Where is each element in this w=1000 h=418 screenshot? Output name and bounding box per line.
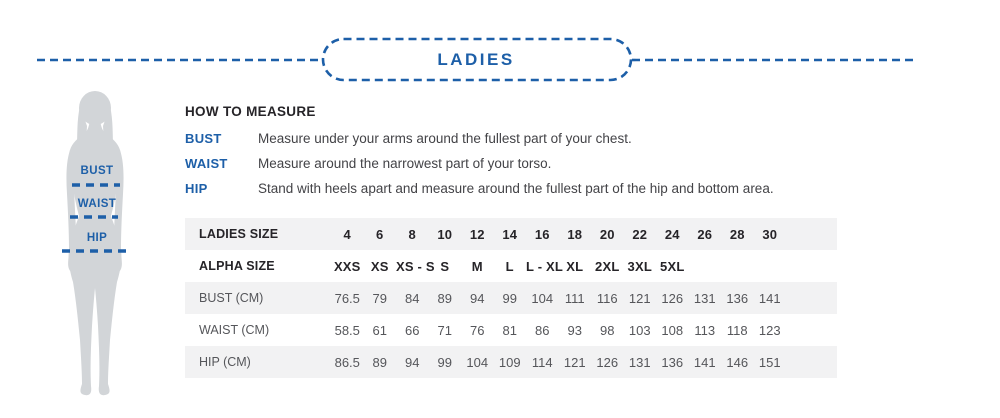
female-silhouette — [35, 88, 165, 398]
size-cell — [721, 250, 754, 282]
size-cell: 86 — [535, 322, 550, 338]
size-cell: 26 — [689, 218, 722, 250]
size-cell: 3XL — [627, 258, 652, 274]
size-cell: 113 — [694, 322, 716, 338]
size-cell — [754, 250, 787, 282]
size-cell: 136 — [721, 282, 754, 314]
size-cell: 94 — [461, 282, 494, 314]
size-cell: 123 — [758, 322, 781, 338]
filler-cell — [786, 282, 837, 314]
size-cell: 84 — [396, 282, 429, 314]
measure-desc-hip: Stand with heels apart and measure around the fullest part of the hip and bottom area. — [258, 181, 774, 196]
size-cell: 8 — [396, 218, 429, 250]
figure-waist-label: WAIST — [77, 198, 117, 210]
size-cell: XL — [566, 258, 584, 274]
size-cell: 126 — [656, 282, 689, 314]
size-table — [185, 218, 837, 378]
size-cell: 108 — [661, 322, 684, 338]
size-cell: 14 — [494, 218, 527, 250]
table-row — [185, 282, 837, 314]
size-cell: 4 — [331, 218, 364, 250]
figure-bust-label: BUST — [80, 165, 114, 177]
size-cell: XS - S — [396, 258, 435, 274]
size-cell: 58.5 — [334, 322, 360, 338]
size-cell: 99 — [494, 282, 527, 314]
size-cell: 98 — [600, 322, 615, 338]
size-cell: 126 — [591, 346, 624, 378]
size-cell: 76 — [470, 322, 485, 338]
size-cell: 116 — [591, 282, 624, 314]
size-cell: 18 — [559, 218, 592, 250]
size-cell: 146 — [721, 346, 754, 378]
size-cell: 151 — [754, 346, 787, 378]
size-cell: 121 — [624, 282, 657, 314]
size-cell: 94 — [396, 346, 429, 378]
size-cell: 118 — [726, 322, 748, 338]
table-row — [185, 250, 837, 282]
size-cell: 28 — [721, 218, 754, 250]
size-cell: 114 — [526, 346, 559, 378]
size-cell: 104 — [461, 346, 494, 378]
measure-desc-bust: Measure under your arms around the fullest part of your chest. — [258, 131, 632, 146]
size-cell: 89 — [364, 346, 397, 378]
size-cell: 2XL — [595, 258, 620, 274]
size-cell: 22 — [624, 218, 657, 250]
filler-cell — [786, 314, 837, 346]
row-label: ALPHA SIZE — [199, 259, 275, 273]
size-cell: 20 — [591, 218, 624, 250]
size-cell: 89 — [429, 282, 462, 314]
size-cell: 61 — [372, 322, 387, 338]
how-to-measure-title: HOW TO MEASURE — [185, 104, 316, 119]
size-cell — [689, 250, 722, 282]
page-title: LADIES — [437, 49, 515, 69]
header-band — [0, 0, 1000, 90]
row-label: LADIES SIZE — [185, 218, 331, 250]
size-cell: 30 — [754, 218, 787, 250]
filler-cell — [786, 250, 837, 282]
measure-term-hip: HIP — [185, 181, 208, 196]
size-cell: 71 — [437, 322, 452, 338]
size-cell: 131 — [689, 282, 722, 314]
size-cell: 141 — [754, 282, 787, 314]
how-to-measure-list — [185, 126, 885, 201]
size-cell: 121 — [559, 346, 592, 378]
size-cell: 103 — [628, 322, 651, 338]
size-cell: 6 — [364, 218, 397, 250]
size-cell: 104 — [526, 282, 559, 314]
size-cell: 99 — [429, 346, 462, 378]
size-cell: 10 — [429, 218, 462, 250]
size-cell: 109 — [494, 346, 527, 378]
measure-term-waist: WAIST — [185, 156, 228, 171]
size-cell: M — [471, 258, 483, 274]
size-cell: XS — [370, 258, 389, 274]
measure-term-bust: BUST — [185, 131, 222, 146]
size-cell: 79 — [364, 282, 397, 314]
size-cell: 16 — [526, 218, 559, 250]
row-label: WAIST (CM) — [199, 323, 270, 337]
size-cell: 66 — [405, 322, 420, 338]
figure-hip-label: HIP — [86, 232, 108, 244]
size-cell: 141 — [689, 346, 722, 378]
size-cell: L — [505, 258, 514, 274]
row-label: HIP (CM) — [185, 346, 331, 378]
row-label: BUST (CM) — [185, 282, 331, 314]
size-cell: L - XL — [526, 258, 564, 274]
table-row — [185, 218, 837, 250]
size-cell: 93 — [567, 322, 582, 338]
table-row — [185, 346, 837, 378]
size-cell: XXS — [333, 258, 361, 274]
size-cell: 81 — [502, 322, 517, 338]
size-cell: 131 — [624, 346, 657, 378]
filler-cell — [786, 346, 837, 378]
size-cell: 12 — [461, 218, 494, 250]
size-cell: 86.5 — [331, 346, 364, 378]
size-cell: 76.5 — [331, 282, 364, 314]
size-cell: 136 — [656, 346, 689, 378]
size-cell: 24 — [656, 218, 689, 250]
how-to-measure-section — [185, 104, 885, 201]
size-cell: 5XL — [660, 258, 685, 274]
measure-desc-waist: Measure around the narrowest part of your torso. — [258, 156, 552, 171]
size-cell: 111 — [559, 282, 592, 314]
filler-cell — [786, 218, 837, 250]
size-cell: S — [440, 258, 450, 274]
table-row — [185, 314, 837, 346]
